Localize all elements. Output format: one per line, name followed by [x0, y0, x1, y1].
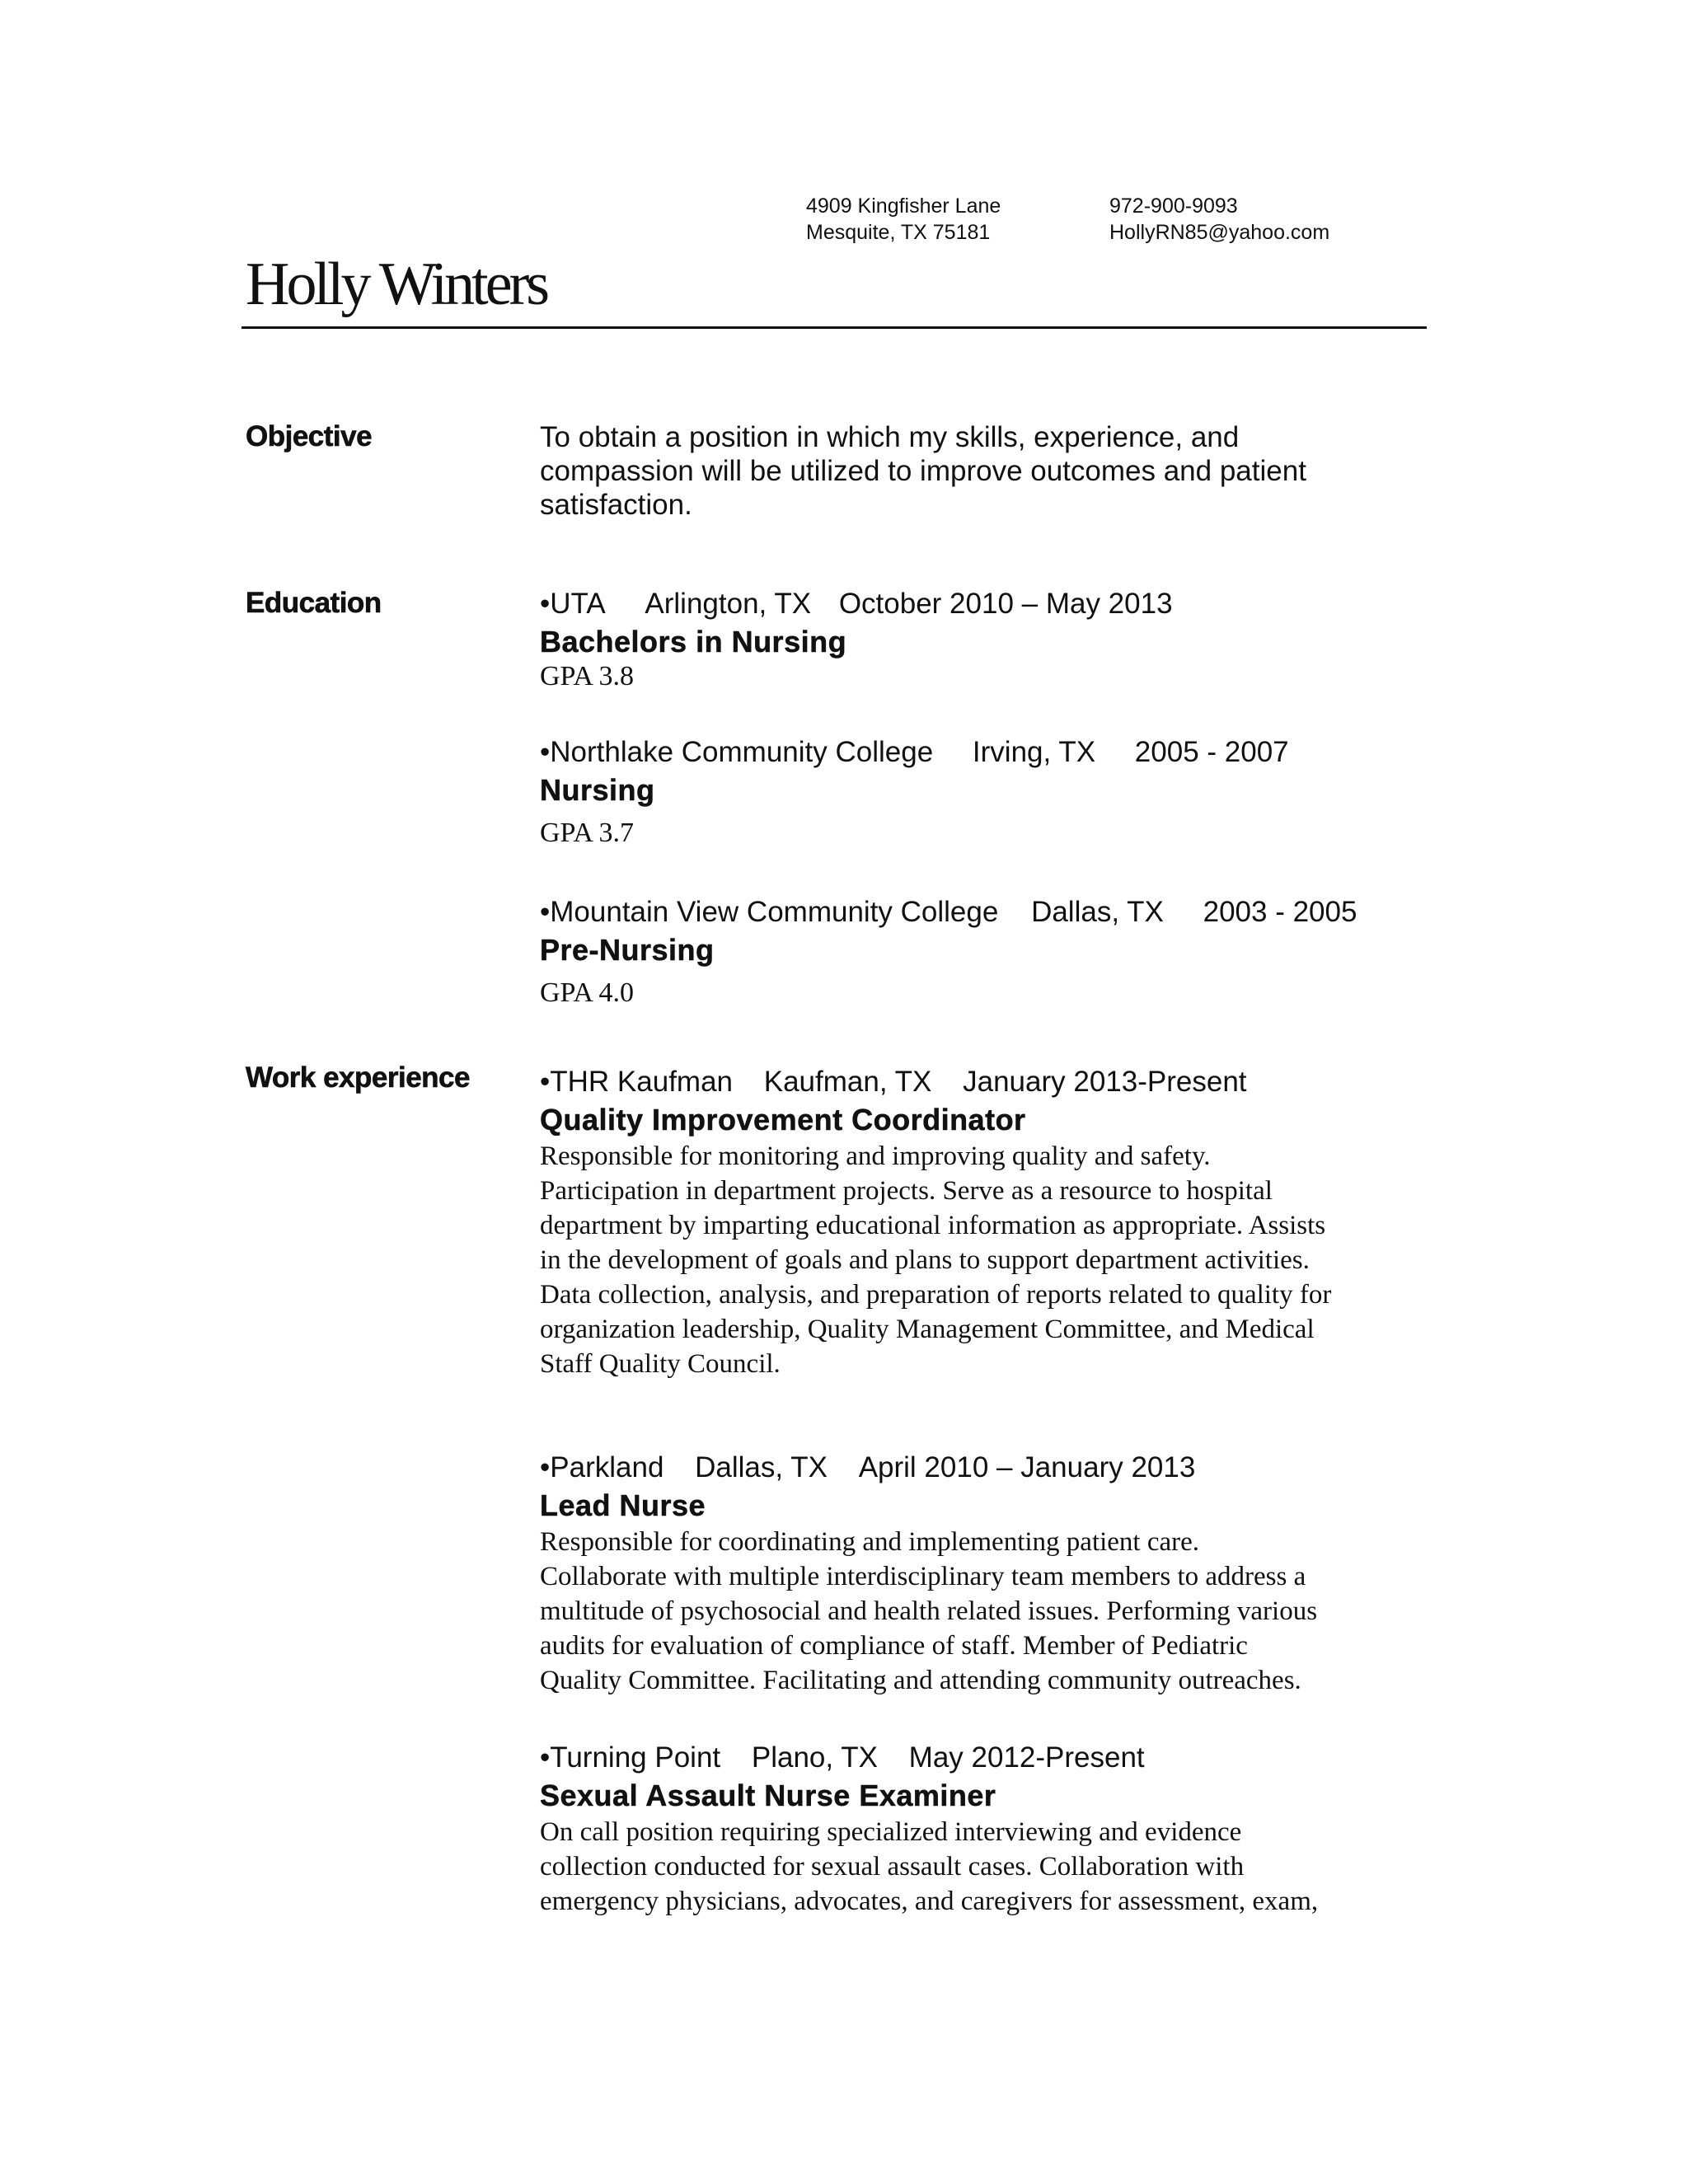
employment-dates: January 2013-Present — [963, 1066, 1247, 1098]
objective-line: To obtain a position in which my skills, experience, and — [540, 421, 1240, 453]
degree-title: Nursing — [540, 773, 655, 807]
education-entry — [540, 585, 1430, 692]
header-divider — [241, 326, 1427, 329]
education-dates: 2003 - 2005 — [1203, 896, 1357, 928]
education-label: Education — [246, 587, 382, 619]
school-name: UTA — [550, 588, 606, 620]
education-dates: 2005 - 2007 — [1134, 736, 1289, 768]
work-entry-line — [540, 1449, 1430, 1487]
education-entry-line — [540, 893, 1430, 931]
employer-name: THR Kaufman — [550, 1066, 734, 1098]
bullet-icon: • — [540, 588, 551, 620]
bullet-icon: • — [540, 1451, 551, 1483]
employer-location: Plano, TX — [751, 1741, 878, 1774]
description-line: Collaborate with multiple interdisciplinary team members to address a — [540, 1562, 1306, 1591]
education-entry-line — [540, 585, 1430, 623]
gpa: GPA 3.7 — [540, 818, 635, 848]
employment-dates: April 2010 – January 2013 — [858, 1451, 1196, 1483]
gpa: GPA 4.0 — [540, 977, 635, 1008]
description-line: Quality Committee. Facilitating and attending community outreaches. — [540, 1666, 1301, 1695]
education-entry — [540, 893, 1430, 1010]
description-line: audits for evaluation of compliance of staff. Member of Pediatric — [540, 1631, 1248, 1661]
bullet-icon: • — [540, 896, 551, 928]
school-name: Mountain View Community College — [550, 896, 999, 928]
description-line: Staff Quality Council. — [540, 1349, 781, 1379]
description-line: department by imparting educational information as appropriate. Assists — [540, 1211, 1326, 1240]
bullet-icon: • — [540, 1741, 551, 1774]
description-line: Responsible for coordinating and implementing patient care. — [540, 1527, 1200, 1557]
bullet-icon: • — [540, 736, 551, 768]
employer-name: Parkland — [550, 1451, 664, 1483]
objective-text — [540, 420, 1430, 522]
description-line: On call position requiring specialized interviewing and evidence — [540, 1817, 1242, 1847]
email-address: HollyRN85@yahoo.com — [1109, 221, 1330, 244]
work-entry — [540, 1449, 1430, 1698]
education-entry-line — [540, 733, 1430, 771]
description-line: organization leadership, Quality Management Committee, and Medical — [540, 1315, 1315, 1344]
employer-location: Kaufman, TX — [763, 1066, 932, 1098]
degree-title: Bachelors in Nursing — [540, 625, 847, 658]
address-block — [806, 193, 1001, 246]
work-entry-line — [540, 1063, 1430, 1101]
objective-label: Objective — [246, 420, 373, 452]
job-description — [540, 1815, 1434, 1919]
employment-dates: May 2012-Present — [908, 1741, 1145, 1774]
school-location: Irving, TX — [972, 736, 1096, 768]
contact-block — [1109, 193, 1329, 246]
work-entry — [540, 1739, 1430, 1919]
job-title: Sexual Assault Nurse Examiner — [540, 1779, 996, 1812]
work-experience-label: Work experience — [246, 1062, 470, 1094]
job-title: Lead Nurse — [540, 1488, 706, 1522]
work-entry-line — [540, 1739, 1430, 1777]
school-location: Dallas, TX — [1031, 896, 1164, 928]
work-entry — [540, 1063, 1430, 1381]
education-dates: October 2010 – May 2013 — [838, 588, 1173, 620]
address-line-1: 4909 Kingfisher Lane — [806, 194, 1001, 218]
education-entry — [540, 733, 1430, 851]
objective-line: satisfaction. — [540, 489, 692, 521]
bullet-icon: • — [540, 1066, 551, 1098]
applicant-name: Holly Winters — [246, 251, 547, 318]
degree-title: Pre-Nursing — [540, 933, 715, 967]
gpa: GPA 3.8 — [540, 661, 635, 691]
job-description — [540, 1525, 1434, 1698]
description-line: collection conducted for sexual assault cases. Collaboration with — [540, 1852, 1245, 1882]
description-line: in the development of goals and plans to support department activities. — [540, 1245, 1310, 1275]
description-line: emergency physicians, advocates, and caregivers for assessment, exam, — [540, 1886, 1319, 1916]
phone-number: 972-900-9093 — [1109, 194, 1238, 218]
school-location: Arlington, TX — [645, 588, 812, 620]
job-title: Quality Improvement Coordinator — [540, 1103, 1026, 1137]
job-description — [540, 1139, 1434, 1381]
employer-location: Dallas, TX — [695, 1451, 828, 1483]
description-line: Participation in department projects. Serve as a resource to hospital — [540, 1176, 1273, 1206]
employer-name: Turning Point — [550, 1741, 721, 1774]
school-name: Northlake Community College — [550, 736, 934, 768]
objective-line: compassion will be utilized to improve outcomes and patient — [540, 455, 1306, 487]
description-line: Data collection, analysis, and preparation of reports related to quality for — [540, 1280, 1332, 1310]
description-line: Responsible for monitoring and improving quality and safety. — [540, 1141, 1211, 1171]
address-line-2: Mesquite, TX 75181 — [806, 221, 991, 244]
description-line: multitude of psychosocial and health related issues. Performing various — [540, 1596, 1318, 1626]
